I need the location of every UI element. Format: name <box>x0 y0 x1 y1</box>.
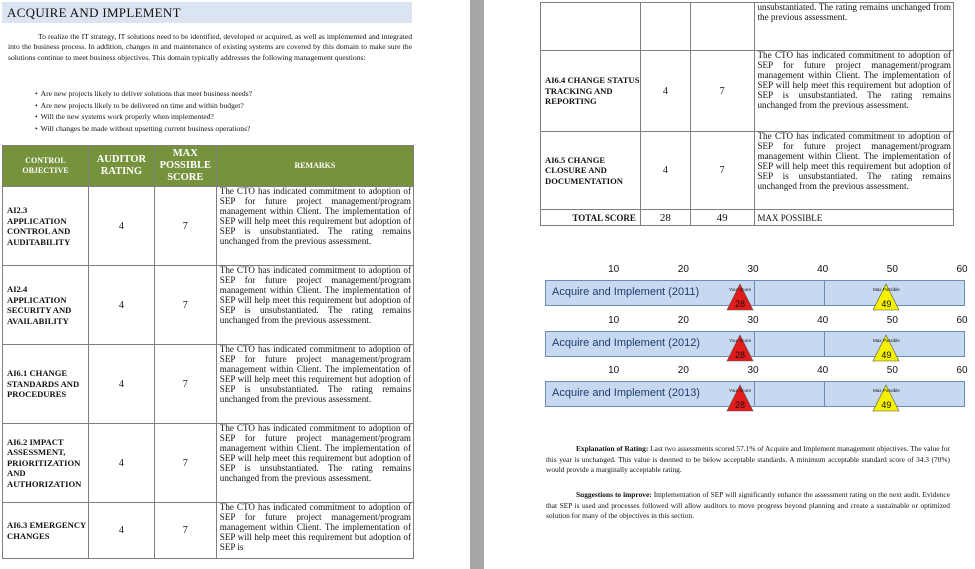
max-score: 7 <box>690 132 754 210</box>
remarks: unsubstantiated. The rating remains unchanged from the previous assessment. <box>754 3 954 51</box>
marker-caption: Max Possible <box>872 287 900 292</box>
your-score-marker <box>726 334 754 362</box>
header-remarks: REMARKS <box>216 146 413 187</box>
total-label: TOTAL SCORE <box>541 210 641 226</box>
table-row <box>3 424 414 503</box>
max-score: 7 <box>154 424 216 503</box>
your-score-marker <box>726 384 754 412</box>
question-list <box>35 88 252 134</box>
auditor-rating: 4 <box>88 424 154 503</box>
auditor-rating: 4 <box>88 266 154 345</box>
remarks: The CTO has indicated commitment to adoption of SEP for future project management/program management within Client. The implementation of SEP will help meet this requirement but adoption of SEP is unsubstantiated. The rating remains unchanged from the previous assessment. <box>757 51 951 110</box>
header-control-objective: CONTROL OBJECTIVE <box>3 146 89 187</box>
control-objective: AI6.1 CHANGE STANDARDS AND PROCEDURES <box>3 345 89 424</box>
total-max: 49 <box>690 210 754 226</box>
max-possible-marker <box>872 384 900 412</box>
list-item: • Are new projects likely to deliver solutions that meet business needs? <box>35 88 252 100</box>
remarks: The CTO has indicated commitment to adoption of SEP for future project management/program management within Client. The implementation of SEP will help meet this requirement but adoption of SEP is unsubstantiated. The rating remains unchanged from the previous assessment. <box>219 345 411 404</box>
list-item: • Will the new systems work properly when implemented? <box>35 111 252 123</box>
max-possible-marker <box>872 334 900 362</box>
score-bar <box>545 280 965 309</box>
table-row <box>3 345 414 424</box>
your-score-marker <box>726 283 754 311</box>
intro-paragraph: To realize the IT strategy, IT solutions need to be identified, developed or acquired, as well as implemented and integrated into the business process. In addition, changes in and maintenance of existing systems are covered by this domain to make sure the solutions continue to meet business objectives. This domain typically addresses the following management questions: <box>8 32 412 62</box>
table-row <box>3 266 414 345</box>
marker-value: 49 <box>881 350 892 360</box>
left-page <box>0 0 470 569</box>
score-bar <box>545 331 965 360</box>
total-note: MAX POSSIBLE <box>754 210 954 226</box>
control-objective: AI6.2 IMPACT ASSESSMENT, PRIORITIZATION AND AUTHORIZATION <box>3 424 89 503</box>
remarks: The CTO has indicated commitment to adoption of SEP for future project management/program management within Client. The implementation of SEP will help meet this requirement but adoption of SEP is unsubstantiated. The rating remains unchanged from the previous assessment. <box>219 424 411 483</box>
total-row <box>541 210 954 226</box>
max-score: 7 <box>154 266 216 345</box>
table-header-row <box>3 146 414 187</box>
marker-value: 49 <box>881 299 892 309</box>
tick-label: 20 <box>677 264 689 275</box>
axis-ticks <box>544 365 974 377</box>
max-score: 7 <box>690 51 754 132</box>
assessment-table <box>2 145 414 559</box>
list-item: • Are new projects likely to be delivered on time and within budget? <box>35 100 252 112</box>
remarks: The CTO has indicated commitment to adoption of SEP for future project management/program management within Client. The implementation of SEP will help meet this requirement but adoption of SEP is unsubstantiated. The rating remains unchanged from the previous assessment. <box>757 132 951 191</box>
bar-label: Acquire and Implement (2012) <box>552 337 700 349</box>
gridline <box>754 382 755 406</box>
tick-label: 10 <box>608 315 620 326</box>
tick-label: 40 <box>817 264 829 275</box>
assessment-table-continued <box>540 2 954 226</box>
tick-label: 50 <box>886 315 898 326</box>
auditor-rating: 4 <box>88 187 154 266</box>
gridline <box>824 332 825 356</box>
control-objective: AI2.3 APPLICATION CONTROL AND AUDITABILITY <box>3 187 89 266</box>
control-objective: AI2.4 APPLICATION SECURITY AND AVAILABILITY <box>3 266 89 345</box>
max-possible-marker <box>872 283 900 311</box>
marker-caption: Your Score <box>729 287 752 292</box>
bar-label: Acquire and Implement (2013) <box>552 387 700 399</box>
gridline <box>754 332 755 356</box>
control-objective: AI6.4 CHANGE STATUS TRACKING AND REPORTING <box>541 51 641 132</box>
section-title: ACQUIRE AND IMPLEMENT <box>2 2 412 23</box>
control-objective: AI6.5 CHANGE CLOSURE AND DOCUMENTATION <box>541 132 641 210</box>
table-row <box>541 51 954 132</box>
auditor-rating: 4 <box>88 345 154 424</box>
auditor-rating: 4 <box>88 503 154 559</box>
marker-value: 28 <box>735 299 746 309</box>
explanation-paragraph <box>546 444 950 476</box>
tick-label: 60 <box>956 365 968 376</box>
tick-label: 50 <box>886 365 898 376</box>
marker-caption: Max Possible <box>872 338 900 343</box>
tick-label: 30 <box>747 264 759 275</box>
explanation-text: Last two assessments scored 57.1% of Acquire and Implement management objectives. The value for this year is unchanged. This value is deemed to be below acceptable standards. A minimum acceptable standard score of 34.3 (70%) would provide a marginally acceptable rating. <box>546 444 950 475</box>
tick-label: 30 <box>747 365 759 376</box>
tick-label: 10 <box>608 264 620 275</box>
tick-label: 40 <box>817 365 829 376</box>
total-score: 28 <box>640 210 690 226</box>
header-max-possible-score: MAX POSSIBLE SCORE <box>154 146 216 187</box>
axis-ticks <box>544 264 974 276</box>
table-row <box>3 187 414 266</box>
explanation-label: Explanation of Rating: <box>576 444 649 453</box>
suggestions-text: Implementation of SEP will significantly enhance the assessment rating on the next audit. Evidence that SEP is used and processes followed will allow auditors to move progress beyond planning and create a sustainable or optimized solution for many of the objectives in this section. <box>546 490 950 521</box>
marker-value: 49 <box>881 400 892 410</box>
suggestions-paragraph <box>546 490 950 522</box>
suggestions-label: Suggestions to improve: <box>576 490 652 499</box>
tick-label: 60 <box>956 264 968 275</box>
axis-ticks <box>544 315 974 327</box>
right-page <box>484 0 975 569</box>
max-score: 7 <box>154 345 216 424</box>
list-item: • Will changes be made without upsetting current business operations? <box>35 123 252 135</box>
gridline <box>824 281 825 305</box>
auditor-rating: 4 <box>640 132 690 210</box>
remarks: The CTO has indicated commitment to adoption of SEP for future project management/program management within Client. The implementation of SEP will help meet this requirement but adoption of SEP is unsubstantiated. The rating remains unchanged from the previous assessment. <box>219 266 411 325</box>
score-bar <box>545 381 965 410</box>
tick-label: 20 <box>677 365 689 376</box>
marker-caption: Your Score <box>729 388 752 393</box>
marker-caption: Max Possible <box>872 388 900 393</box>
table-row <box>3 503 414 559</box>
header-auditor-rating: AUDITOR RATING <box>88 146 154 187</box>
remarks: The CTO has indicated commitment to adoption of SEP for future project management/program management within Client. The implementation of SEP will help meet this requirement but adoption of SEP is unsubstantiated. The rating remains unchanged from the previous assessment. <box>219 187 411 246</box>
remarks: The CTO has indicated commitment to adoption of SEP for future project management/program management within Client. The implementation of SEP will help meet this requirement but adoption of SEP is <box>219 503 411 552</box>
table-row <box>541 132 954 210</box>
marker-caption: Your Score <box>729 338 752 343</box>
max-score: 7 <box>154 187 216 266</box>
auditor-rating: 4 <box>640 51 690 132</box>
tick-label: 30 <box>747 315 759 326</box>
marker-value: 28 <box>735 350 746 360</box>
bar-label: Acquire and Implement (2011) <box>552 286 700 298</box>
tick-label: 60 <box>956 315 968 326</box>
table-row <box>541 3 954 51</box>
max-score: 7 <box>154 503 216 559</box>
control-objective: AI6.3 EMERGENCY CHANGES <box>3 503 89 559</box>
tick-label: 20 <box>677 315 689 326</box>
gridline <box>754 281 755 305</box>
tick-label: 10 <box>608 365 620 376</box>
gridline <box>824 382 825 406</box>
tick-label: 50 <box>886 264 898 275</box>
marker-value: 28 <box>735 400 746 410</box>
tick-label: 40 <box>817 315 829 326</box>
